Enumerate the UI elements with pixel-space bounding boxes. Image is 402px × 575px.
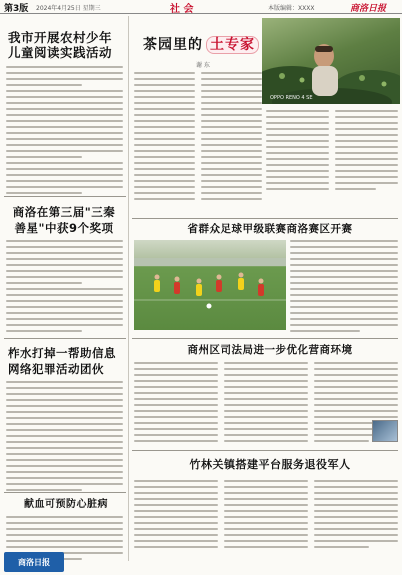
feature-body: [134, 72, 262, 200]
footer-logo: [4, 552, 64, 572]
feature-body: [266, 110, 398, 190]
feature-title: [143, 34, 259, 54]
divider: [132, 450, 398, 451]
side-photo: [372, 420, 398, 442]
editor-line: 本版编辑：XXXX: [268, 5, 315, 12]
divider: [132, 218, 398, 219]
section-label: 社 会: [170, 4, 194, 15]
date-line: 2024年4月25日 星期三: [36, 5, 101, 12]
soccer-photo: [134, 240, 286, 330]
divider: [4, 338, 126, 339]
article-title: 商洛在第三届"三秦善星"中获9个奖项: [12, 205, 116, 235]
photo-caption: OPPO RENO 4 SE: [270, 95, 313, 101]
feature-title-main: 茶园里的: [143, 37, 203, 53]
footer-logo-text: 商洛日报: [18, 557, 50, 567]
masthead: [0, 0, 402, 14]
feature-title-highlight: 土专家: [206, 36, 259, 54]
article-body: [290, 240, 398, 332]
article-title: 我市开展农村少年儿童阅读实践活动: [8, 30, 113, 60]
article-body: [6, 240, 123, 332]
tea-bush-graphic: [262, 18, 400, 104]
column-divider: [128, 16, 129, 561]
article-body: [6, 381, 123, 491]
byline: 谢 东: [196, 62, 210, 69]
article-title: 省群众足球甲级联赛商洛赛区开赛: [187, 223, 353, 235]
article-body: [134, 362, 398, 442]
divider: [4, 196, 126, 197]
article-title: 竹林关镇搭建平台服务退役军人: [189, 458, 351, 471]
paper-name: 商洛日报: [350, 4, 387, 14]
soccer-match-graphic: [134, 240, 286, 330]
divider: [4, 492, 126, 493]
article-body: [134, 480, 398, 548]
article-title: 商州区司法局进一步优化营商环境: [187, 344, 353, 356]
tea-garden-photo: [262, 18, 400, 104]
article-title: 柞水打掉一帮助信息网络犯罪活动团伙: [8, 346, 116, 376]
article-title: 献血可预防心脏病: [24, 499, 108, 510]
page-number: 第3版: [4, 4, 29, 14]
article-body: [6, 66, 123, 194]
divider: [132, 338, 398, 339]
